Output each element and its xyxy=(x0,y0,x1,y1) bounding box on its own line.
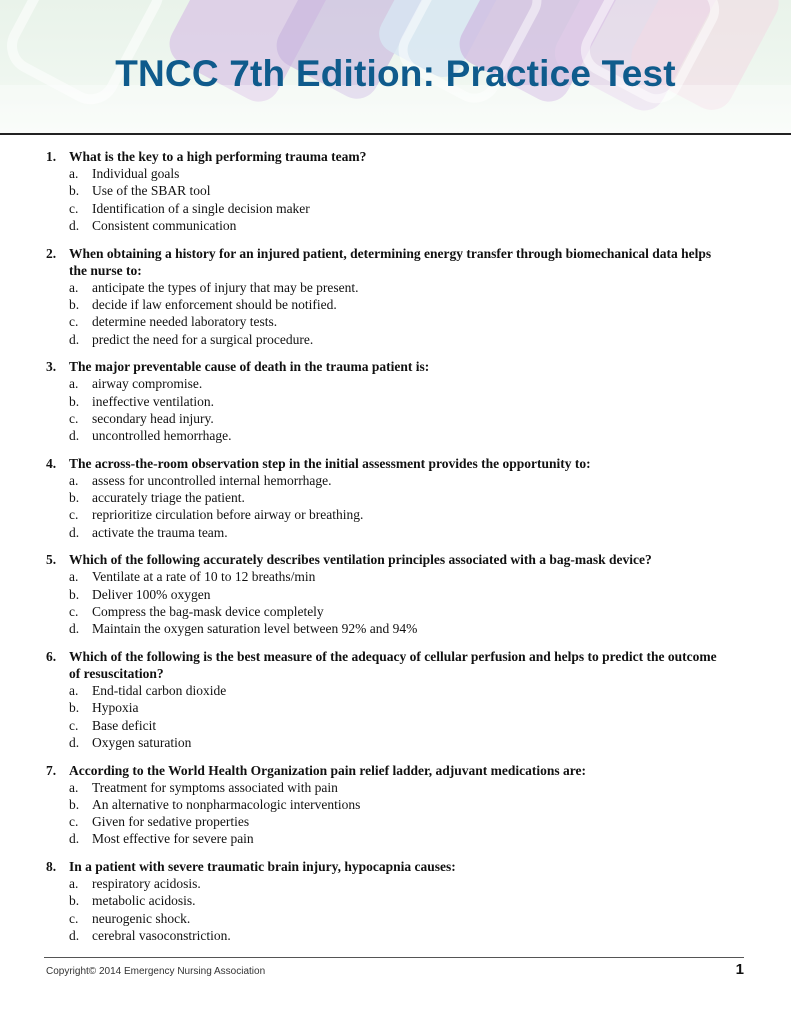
question-text: The across-the-room observation step in the initial assessment provides the opportunity to: xyxy=(69,455,591,471)
question-item xyxy=(46,648,726,751)
option-text: respiratory acidosis. xyxy=(92,876,201,892)
answer-option xyxy=(46,524,726,541)
option-letter: c. xyxy=(69,200,79,216)
question-number: 7. xyxy=(46,762,57,778)
answer-option xyxy=(46,182,726,199)
option-text: Consistent communication xyxy=(92,217,237,233)
answer-option xyxy=(46,393,726,410)
page-title: TNCC 7th Edition: Practice Test xyxy=(115,53,676,94)
answer-option xyxy=(46,682,726,699)
answer-option xyxy=(46,699,726,716)
option-letter: a. xyxy=(69,876,79,892)
answer-option xyxy=(46,165,726,182)
question-number: 2. xyxy=(46,245,57,261)
question-number: 5. xyxy=(46,552,57,568)
answer-option xyxy=(46,410,726,427)
question-text: The major preventable cause of death in the trauma patient is: xyxy=(69,359,430,375)
option-letter: d. xyxy=(69,217,80,233)
option-text: Treatment for symptoms associated with pain xyxy=(92,779,338,795)
question-list xyxy=(46,148,726,955)
copyright-notice: Copyright© 2014 Emergency Nursing Association xyxy=(46,966,266,977)
option-text: determine needed laboratory tests. xyxy=(92,314,278,330)
option-text: Base deficit xyxy=(92,717,157,733)
question-item xyxy=(46,148,726,234)
option-text: Oxygen saturation xyxy=(92,734,192,750)
option-letter: a. xyxy=(69,376,79,392)
question-item xyxy=(46,455,726,541)
option-text: assess for uncontrolled internal hemorrhage. xyxy=(92,472,332,488)
answer-option xyxy=(46,892,726,909)
option-text: ineffective ventilation. xyxy=(92,393,214,409)
answer-option xyxy=(46,734,726,751)
option-text: airway compromise. xyxy=(92,376,203,392)
option-letter: b. xyxy=(69,586,80,602)
option-text: Compress the bag-mask device completely xyxy=(92,603,324,619)
option-letter: b. xyxy=(69,893,80,909)
question-number: 4. xyxy=(46,455,57,471)
option-text: neurogenic shock. xyxy=(92,910,191,926)
answer-option xyxy=(46,217,726,234)
option-text: Given for sedative properties xyxy=(92,814,250,830)
option-text: Ventilate at a rate of 10 to 12 breaths/min xyxy=(92,569,316,585)
option-text: uncontrolled hemorrhage. xyxy=(92,428,232,444)
answer-option xyxy=(46,472,726,489)
option-letter: a. xyxy=(69,779,79,795)
question-item xyxy=(46,858,726,944)
answer-option xyxy=(46,568,726,585)
answer-option xyxy=(46,779,726,796)
option-letter: c. xyxy=(69,910,79,926)
footer-divider xyxy=(44,957,744,958)
option-text: decide if law enforcement should be notified. xyxy=(92,297,337,313)
answer-option xyxy=(46,603,726,620)
option-letter: a. xyxy=(69,569,79,585)
option-text: secondary head injury. xyxy=(92,410,214,426)
answer-option xyxy=(46,279,726,296)
option-letter: d. xyxy=(69,621,80,637)
question-item xyxy=(46,245,726,348)
answer-option xyxy=(46,331,726,348)
question-text: What is the key to a high performing trauma team? xyxy=(69,149,367,164)
question-text: In a patient with severe traumatic brain injury, hypocapnia causes: xyxy=(69,859,456,875)
option-letter: b. xyxy=(69,297,80,313)
option-letter: d. xyxy=(69,331,80,347)
option-letter: d. xyxy=(69,524,80,540)
option-letter: a. xyxy=(69,472,79,488)
option-letter: b. xyxy=(69,393,80,409)
option-text: Use of the SBAR tool xyxy=(92,183,211,199)
option-text: metabolic acidosis. xyxy=(92,893,196,909)
option-text: activate the trauma team. xyxy=(92,524,228,540)
header-banner xyxy=(0,0,791,133)
answer-option xyxy=(46,296,726,313)
question-text: Which of the following is the best measure of the adequacy of cellular perfusion and helps to predict the outcome of resuscitation? xyxy=(69,648,717,681)
option-letter: c. xyxy=(69,410,79,426)
question-text: According to the World Health Organization pain relief ladder, adjuvant medications are: xyxy=(69,762,586,778)
option-letter: b. xyxy=(69,183,80,199)
header-divider xyxy=(0,133,791,135)
option-letter: b. xyxy=(69,796,80,812)
option-letter: c. xyxy=(69,717,79,733)
answer-option xyxy=(46,313,726,330)
question-number: 1. xyxy=(46,149,57,164)
option-text: Individual goals xyxy=(92,166,180,182)
answer-option xyxy=(46,427,726,444)
answer-option xyxy=(46,910,726,927)
answer-option xyxy=(46,813,726,830)
option-letter: c. xyxy=(69,603,79,619)
answer-option xyxy=(46,875,726,892)
option-letter: c. xyxy=(69,314,79,330)
option-letter: d. xyxy=(69,734,80,750)
answer-option xyxy=(46,489,726,506)
option-text: Most effective for severe pain xyxy=(92,831,254,847)
answer-option xyxy=(46,375,726,392)
option-letter: c. xyxy=(69,507,79,523)
option-letter: a. xyxy=(69,279,79,295)
option-letter: d. xyxy=(69,831,80,847)
option-text: Hypoxia xyxy=(92,700,139,716)
question-item xyxy=(46,551,726,637)
option-text: reprioritize circulation before airway or breathing. xyxy=(92,507,364,523)
option-letter: b. xyxy=(69,490,80,506)
answer-option xyxy=(46,506,726,523)
question-number: 8. xyxy=(46,859,57,875)
answer-option xyxy=(46,717,726,734)
question-item xyxy=(46,358,726,444)
option-text: cerebral vasoconstriction. xyxy=(92,927,231,943)
option-text: predict the need for a surgical procedure. xyxy=(92,331,314,347)
question-number: 3. xyxy=(46,359,57,375)
answer-option xyxy=(46,620,726,637)
question-text: Which of the following accurately describes ventilation principles associated with a bag-mask device? xyxy=(69,552,652,568)
question-number: 6. xyxy=(46,648,57,664)
question-item xyxy=(46,762,726,848)
answer-option xyxy=(46,796,726,813)
option-letter: c. xyxy=(69,814,79,830)
option-letter: b. xyxy=(69,700,80,716)
option-text: anticipate the types of injury that may be present. xyxy=(92,279,359,295)
answer-option xyxy=(46,200,726,217)
option-text: Maintain the oxygen saturation level between 92% and 94% xyxy=(92,621,418,637)
option-text: An alternative to nonpharmacologic interventions xyxy=(92,796,361,812)
option-letter: a. xyxy=(69,683,79,699)
option-letter: d. xyxy=(69,428,80,444)
option-text: Deliver 100% oxygen xyxy=(92,586,211,602)
option-text: End-tidal carbon dioxide xyxy=(92,683,227,699)
answer-option xyxy=(46,586,726,603)
question-text: When obtaining a history for an injured patient, determining energy transfer through biomechanical data helps the nurse to: xyxy=(69,245,712,278)
page-number: 1 xyxy=(735,961,744,978)
option-text: accurately triage the patient. xyxy=(92,490,245,506)
answer-option xyxy=(46,830,726,847)
option-text: Identification of a single decision maker xyxy=(92,200,310,216)
answer-option xyxy=(46,927,726,944)
option-letter: d. xyxy=(69,927,80,943)
option-letter: a. xyxy=(69,166,79,182)
